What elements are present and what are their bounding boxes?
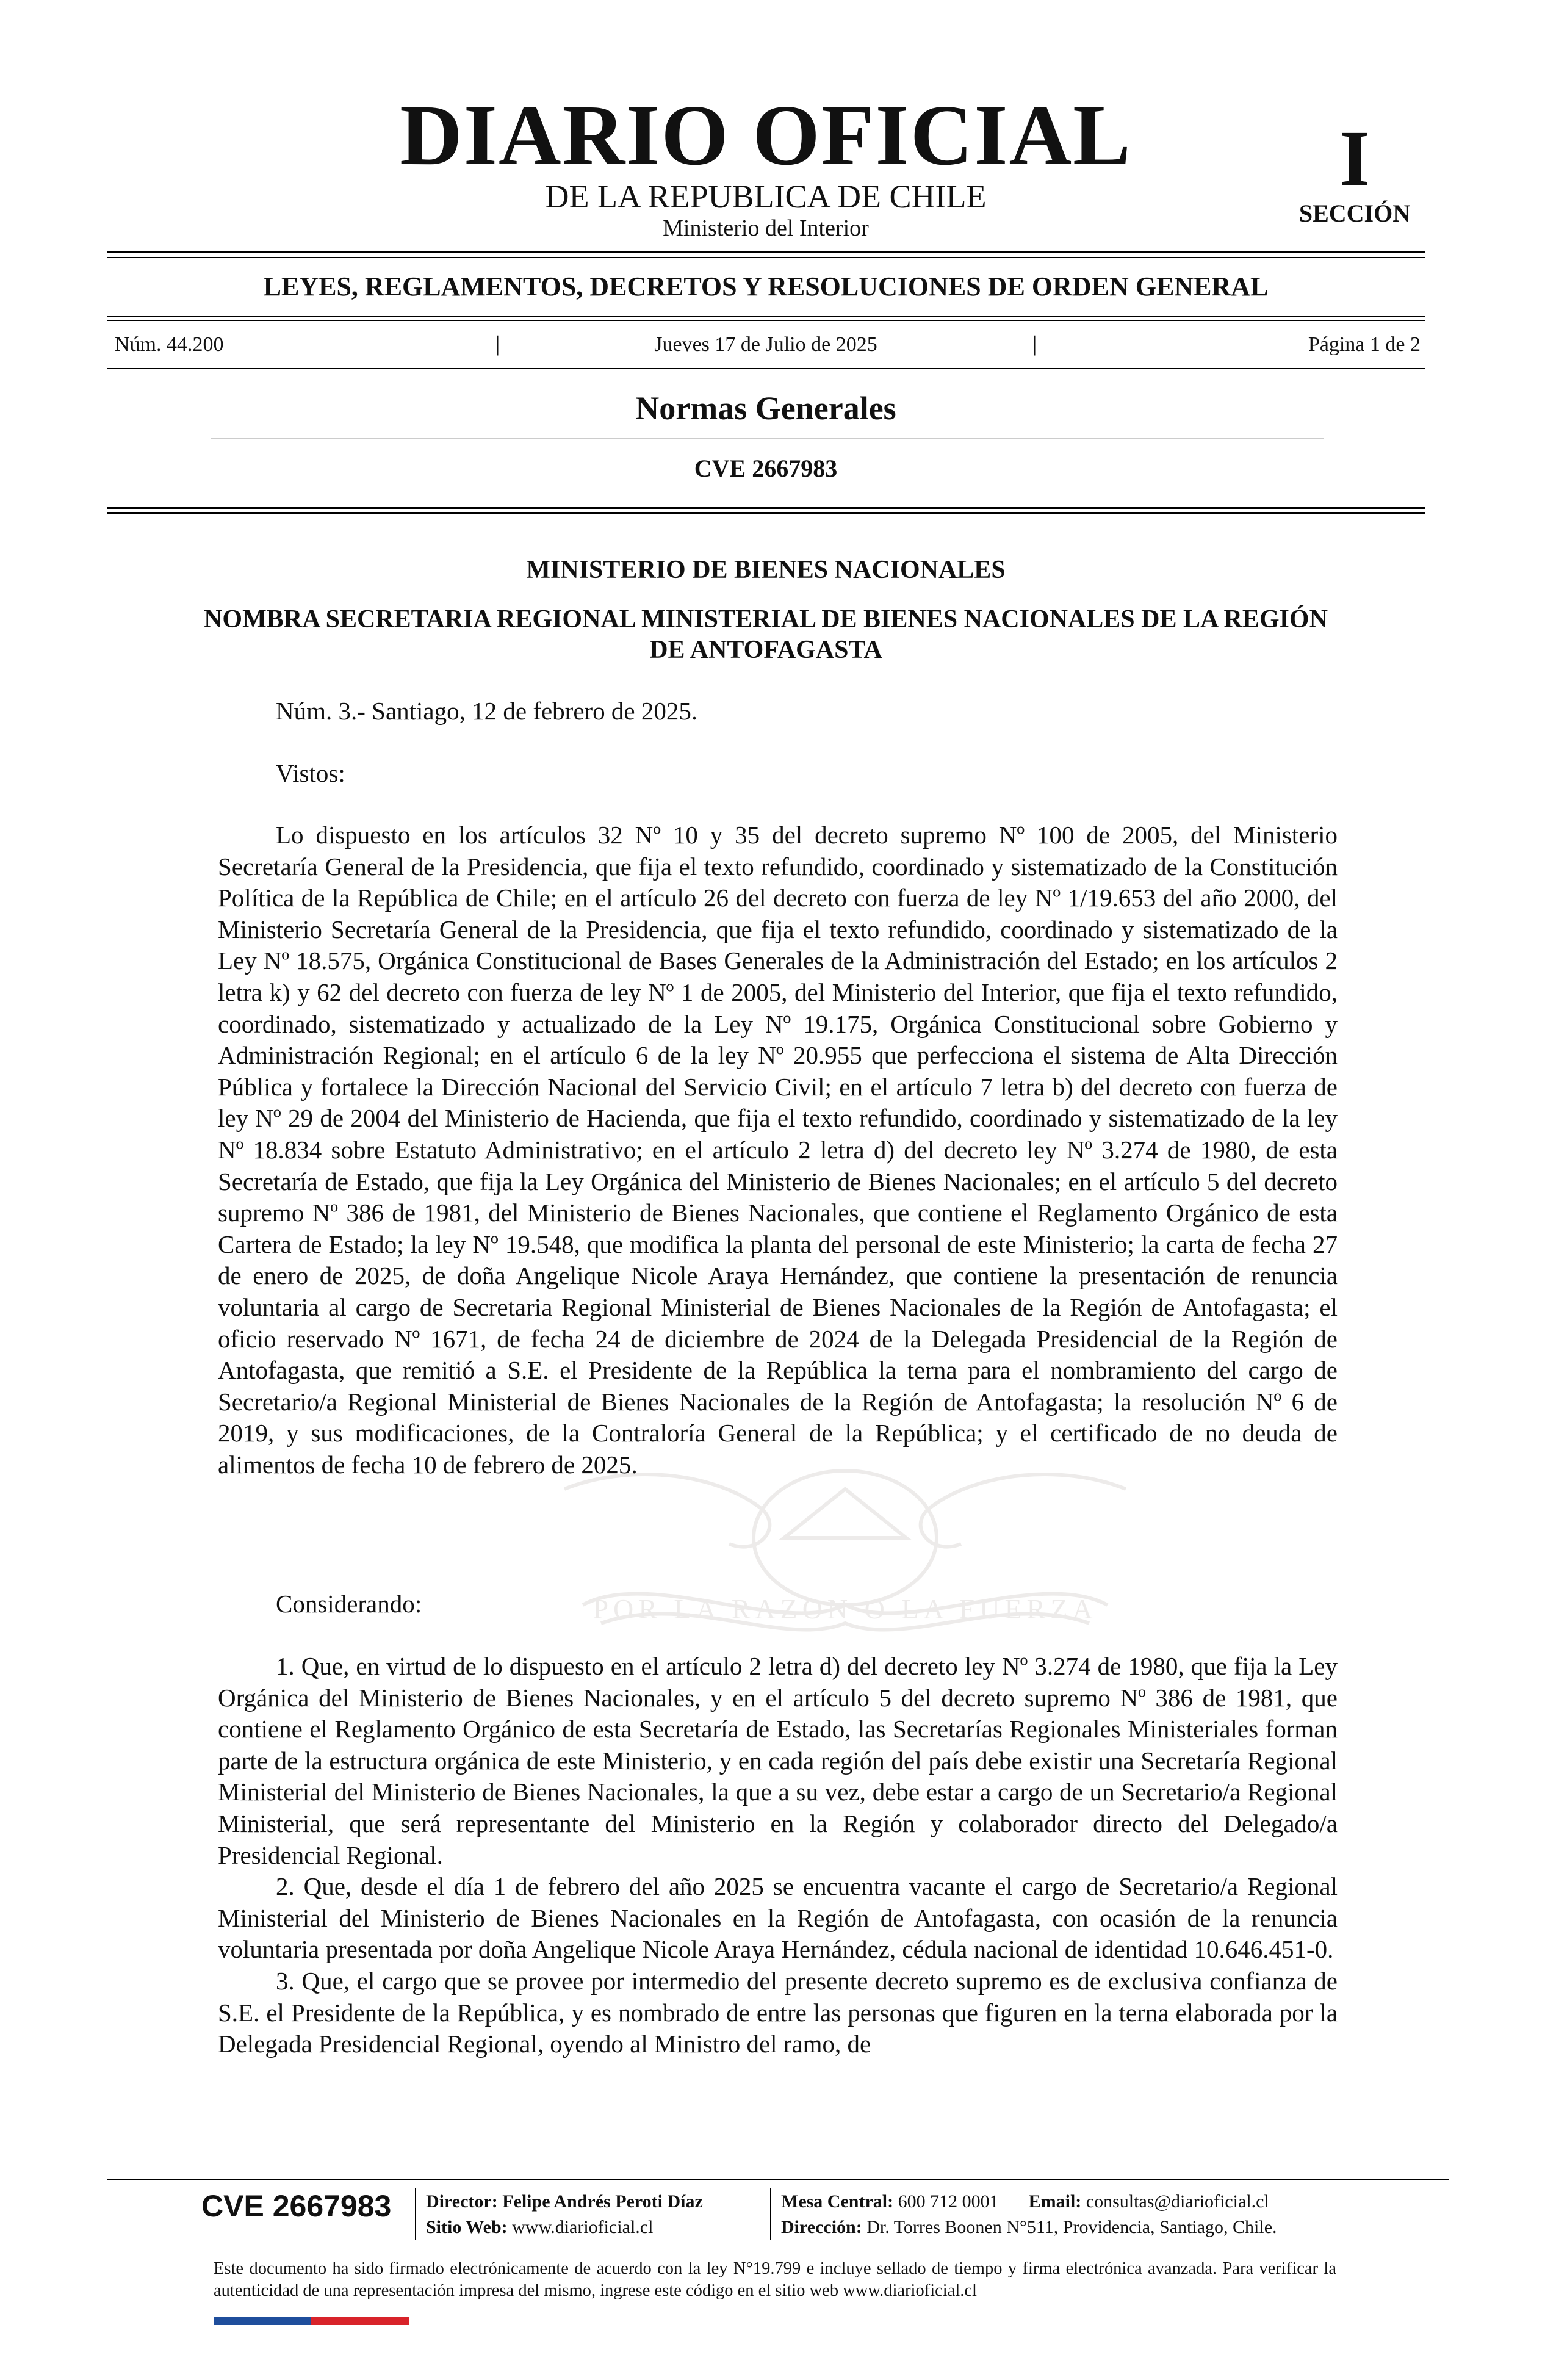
considerations-list bbox=[218, 1651, 1338, 2060]
meta-separator: | bbox=[1032, 331, 1037, 356]
website-link[interactable]: www.diarioficial.cl bbox=[512, 2217, 654, 2237]
section-heading: Normas Generales bbox=[635, 390, 896, 427]
footer-website bbox=[426, 2218, 653, 2237]
considerando-heading bbox=[218, 1588, 1338, 1620]
footer-rule bbox=[107, 2179, 1449, 2180]
section-number: I bbox=[1339, 115, 1371, 203]
vistos-paragraph bbox=[218, 820, 1338, 1480]
address-text: Dr. Torres Boonen N°511, Providencia, Santiago, Chile. bbox=[866, 2217, 1277, 2237]
director-label: Director: bbox=[426, 2191, 498, 2212]
decree-number bbox=[218, 696, 1338, 727]
consideration-item: 1. Que, en virtud de lo dispuesto en el artículo 2 letra d) del decreto ley Nº 3.274 de 1980, que fija la Ley Orgánica del Ministerio de Bienes Nacionales, y en el artículo 5 del decreto supremo Nº 386 de 1981, que contiene el Reglamento Orgánico de esta Secretaría de Estado, las Secretarías Regionales Ministeriales forman parte de la estructura orgánica de este Ministerio, y en cada región del país debe existir una Secretaría Regional Ministerial del Ministerio de Bienes Nacionales, la que a su vez, debe estar a cargo de un Secretario/a Regional Ministerial, que será representante del Ministerio en la Región y colaborador directo del Delegado/a Presidencial Regional. bbox=[218, 1652, 1338, 1869]
footer-separator bbox=[770, 2188, 771, 2240]
email-label: Email: bbox=[1028, 2191, 1082, 2212]
footer-separator bbox=[415, 2188, 416, 2240]
consideration-item: 3. Que, el cargo que se provee por intermedio del presente decreto supremo es de exclusiva confianza de S.E. el Presidente de la República, y es nombrado de entre las personas que figuren en la terna elaborada por la Delegada Presidencial Regional, oyendo al Ministro del ramo, de bbox=[218, 1966, 1338, 2058]
email-link[interactable]: consultas@diarioficial.cl bbox=[1086, 2191, 1269, 2212]
vistos-body-text: Lo dispuesto en los artículos 32 Nº 10 y 35 del decreto supremo Nº 100 de 2005, del Ministerio Secretaría General de la Presidencia, que fija el texto refundido, coordinado y sistematizado de la Constitución Política de la República de Chile; en el artículo 26 del decreto con fuerza de ley Nº 1/19.653 del año 2000, del Ministerio Secretaría General de la Presidencia, que fija el texto refundido, coordinado y sistematizado de la Ley Nº 18.575, Orgánica Constitucional de Bases Generales de la Administración del Estado; en los artículos 2 letra k) y 62 del decreto con fuerza de ley Nº 1 de 2005, del Ministerio del Interior, que fija el texto refundido, coordinado, sistematizado y actualizado de la Ley Nº 19.175, Orgánica Constitucional sobre Gobierno y Administración Regional; en el artículo 6 de la ley Nº 20.955 que perfecciona el sistema de Alta Dirección Pública y fortalece la Dirección Nacional del Servicio Civil; en el artículo 7 letra b) del decreto con fuerza de ley Nº 29 de 2004 del Ministerio de Hacienda, que fija el texto refundido, coordinado y sistematizado de la ley Nº 18.834 sobre Estatuto Administrativo; en el artículo 2 letra d) del decreto ley Nº 3.274 de 1980, de esta Secretaría de Estado, que fija la Ley Orgánica del Ministerio de Bienes Nacionales; en el artículo 5 del decreto supremo Nº 386 de 1981, del Ministerio de Bienes Nacionales, que contiene el Reglamento Orgánico de esta Cartera de Estado; la ley Nº 19.548, que modifica la planta del personal de este Ministerio; la carta de fecha 27 de enero de 2025, de doña Angelique Nicole Araya Hernández, que contiene la presentación de renuncia voluntaria al cargo de Secretaria Regional Ministerial de Bienes Nacionales de la Región de Antofagasta; el oficio reservado Nº 1671, de fecha 24 de diciembre de 2024 de la Delegada Presidencial de la Región de Antofagasta, que remitió a S.E. el Presidente de la República la terna para el nombramiento del cargo de Secretario/a Regional Ministerial de Bienes Nacionales de la Región de Antofagasta; la resolución Nº 6 de 2019, y sus modificaciones, de la Contraloría General de la República; y el certificado de no deuda de alimentos de fecha 10 de febrero de 2025. bbox=[218, 821, 1338, 1479]
chile-flag-stripe bbox=[214, 2317, 409, 2325]
section-label: SECCIÓN bbox=[1298, 200, 1411, 227]
address-label: Dirección: bbox=[781, 2217, 862, 2237]
footer-address bbox=[781, 2218, 1277, 2237]
decree-number-text: Núm. 3.- Santiago, 12 de febrero de 2025. bbox=[276, 697, 698, 725]
consideration-item: 2. Que, desde el día 1 de febrero del año 2025 se encuentra vacante el cargo de Secretario/a Regional Ministerial del Ministerio de Bienes Nacionales en la Región de Antofagasta, con ocasión de la renuncia voluntaria presentada por doña Angelique Nicole Araya Hernández, cédula nacional de identidad 10.646.451-0. bbox=[218, 1872, 1338, 1964]
footer-cve-code: CVE 2667983 bbox=[201, 2189, 392, 2223]
divider bbox=[211, 438, 1324, 439]
vistos-heading-text: Vistos: bbox=[276, 759, 345, 787]
flag-blue bbox=[214, 2317, 311, 2325]
footer-contact bbox=[781, 2193, 1269, 2211]
flag-red bbox=[311, 2317, 409, 2325]
decree-title: NOMBRA SECRETARIA REGIONAL MINISTERIAL DE BIENES NACIONALES DE LA REGIÓN DE ANTOFAGASTA bbox=[204, 605, 1328, 664]
newspaper-title: DIARIO OFICIAL bbox=[400, 87, 1132, 183]
seal-motto: POR LA RAZON O LA FUERZA bbox=[593, 1593, 1098, 1625]
series-rule-top bbox=[107, 316, 1425, 317]
considerando-heading-text: Considerando: bbox=[276, 1590, 422, 1618]
masthead-rule-top bbox=[107, 251, 1425, 253]
coat-of-arms-watermark bbox=[528, 1465, 1162, 1648]
newspaper-subtitle: DE LA REPUBLICA DE CHILE bbox=[545, 178, 987, 215]
header-rule-bottom bbox=[107, 512, 1425, 514]
series-title: LEYES, REGLAMENTOS, DECRETOS Y RESOLUCIONES DE ORDEN GENERAL bbox=[263, 272, 1269, 301]
issue-number: Núm. 44.200 bbox=[115, 333, 224, 356]
masthead-rule-bottom bbox=[107, 257, 1425, 258]
phone-label: Mesa Central: bbox=[781, 2191, 894, 2212]
series-rule-bottom bbox=[107, 320, 1425, 321]
website-label: Sitio Web: bbox=[426, 2217, 508, 2237]
header-rule-top bbox=[107, 507, 1425, 509]
newspaper-ministry: Ministerio del Interior bbox=[663, 215, 869, 241]
meta-rule bbox=[107, 368, 1425, 369]
issue-date: Jueves 17 de Julio de 2025 bbox=[654, 333, 877, 356]
footer-director bbox=[426, 2193, 703, 2211]
meta-separator: | bbox=[495, 331, 500, 356]
page-indicator: Página 1 de 2 bbox=[1308, 333, 1421, 356]
ministry-heading: MINISTERIO DE BIENES NACIONALES bbox=[526, 556, 1006, 584]
cve-code: CVE 2667983 bbox=[694, 455, 838, 482]
footer-disclaimer: Este documento ha sido firmado electrónicamente de acuerdo con la ley N°19.799 e incluye sellado de tiempo y firma electrónica avanzada. Para verificar la autenticidad de una representación impresa del mismo, ingrese este código en el sitio web www.diarioficial.cl bbox=[214, 2259, 1336, 2300]
vistos-heading bbox=[218, 758, 1338, 790]
phone-number: 600 712 0001 bbox=[898, 2191, 999, 2212]
director-name: Felipe Andrés Peroti Díaz bbox=[502, 2191, 703, 2212]
